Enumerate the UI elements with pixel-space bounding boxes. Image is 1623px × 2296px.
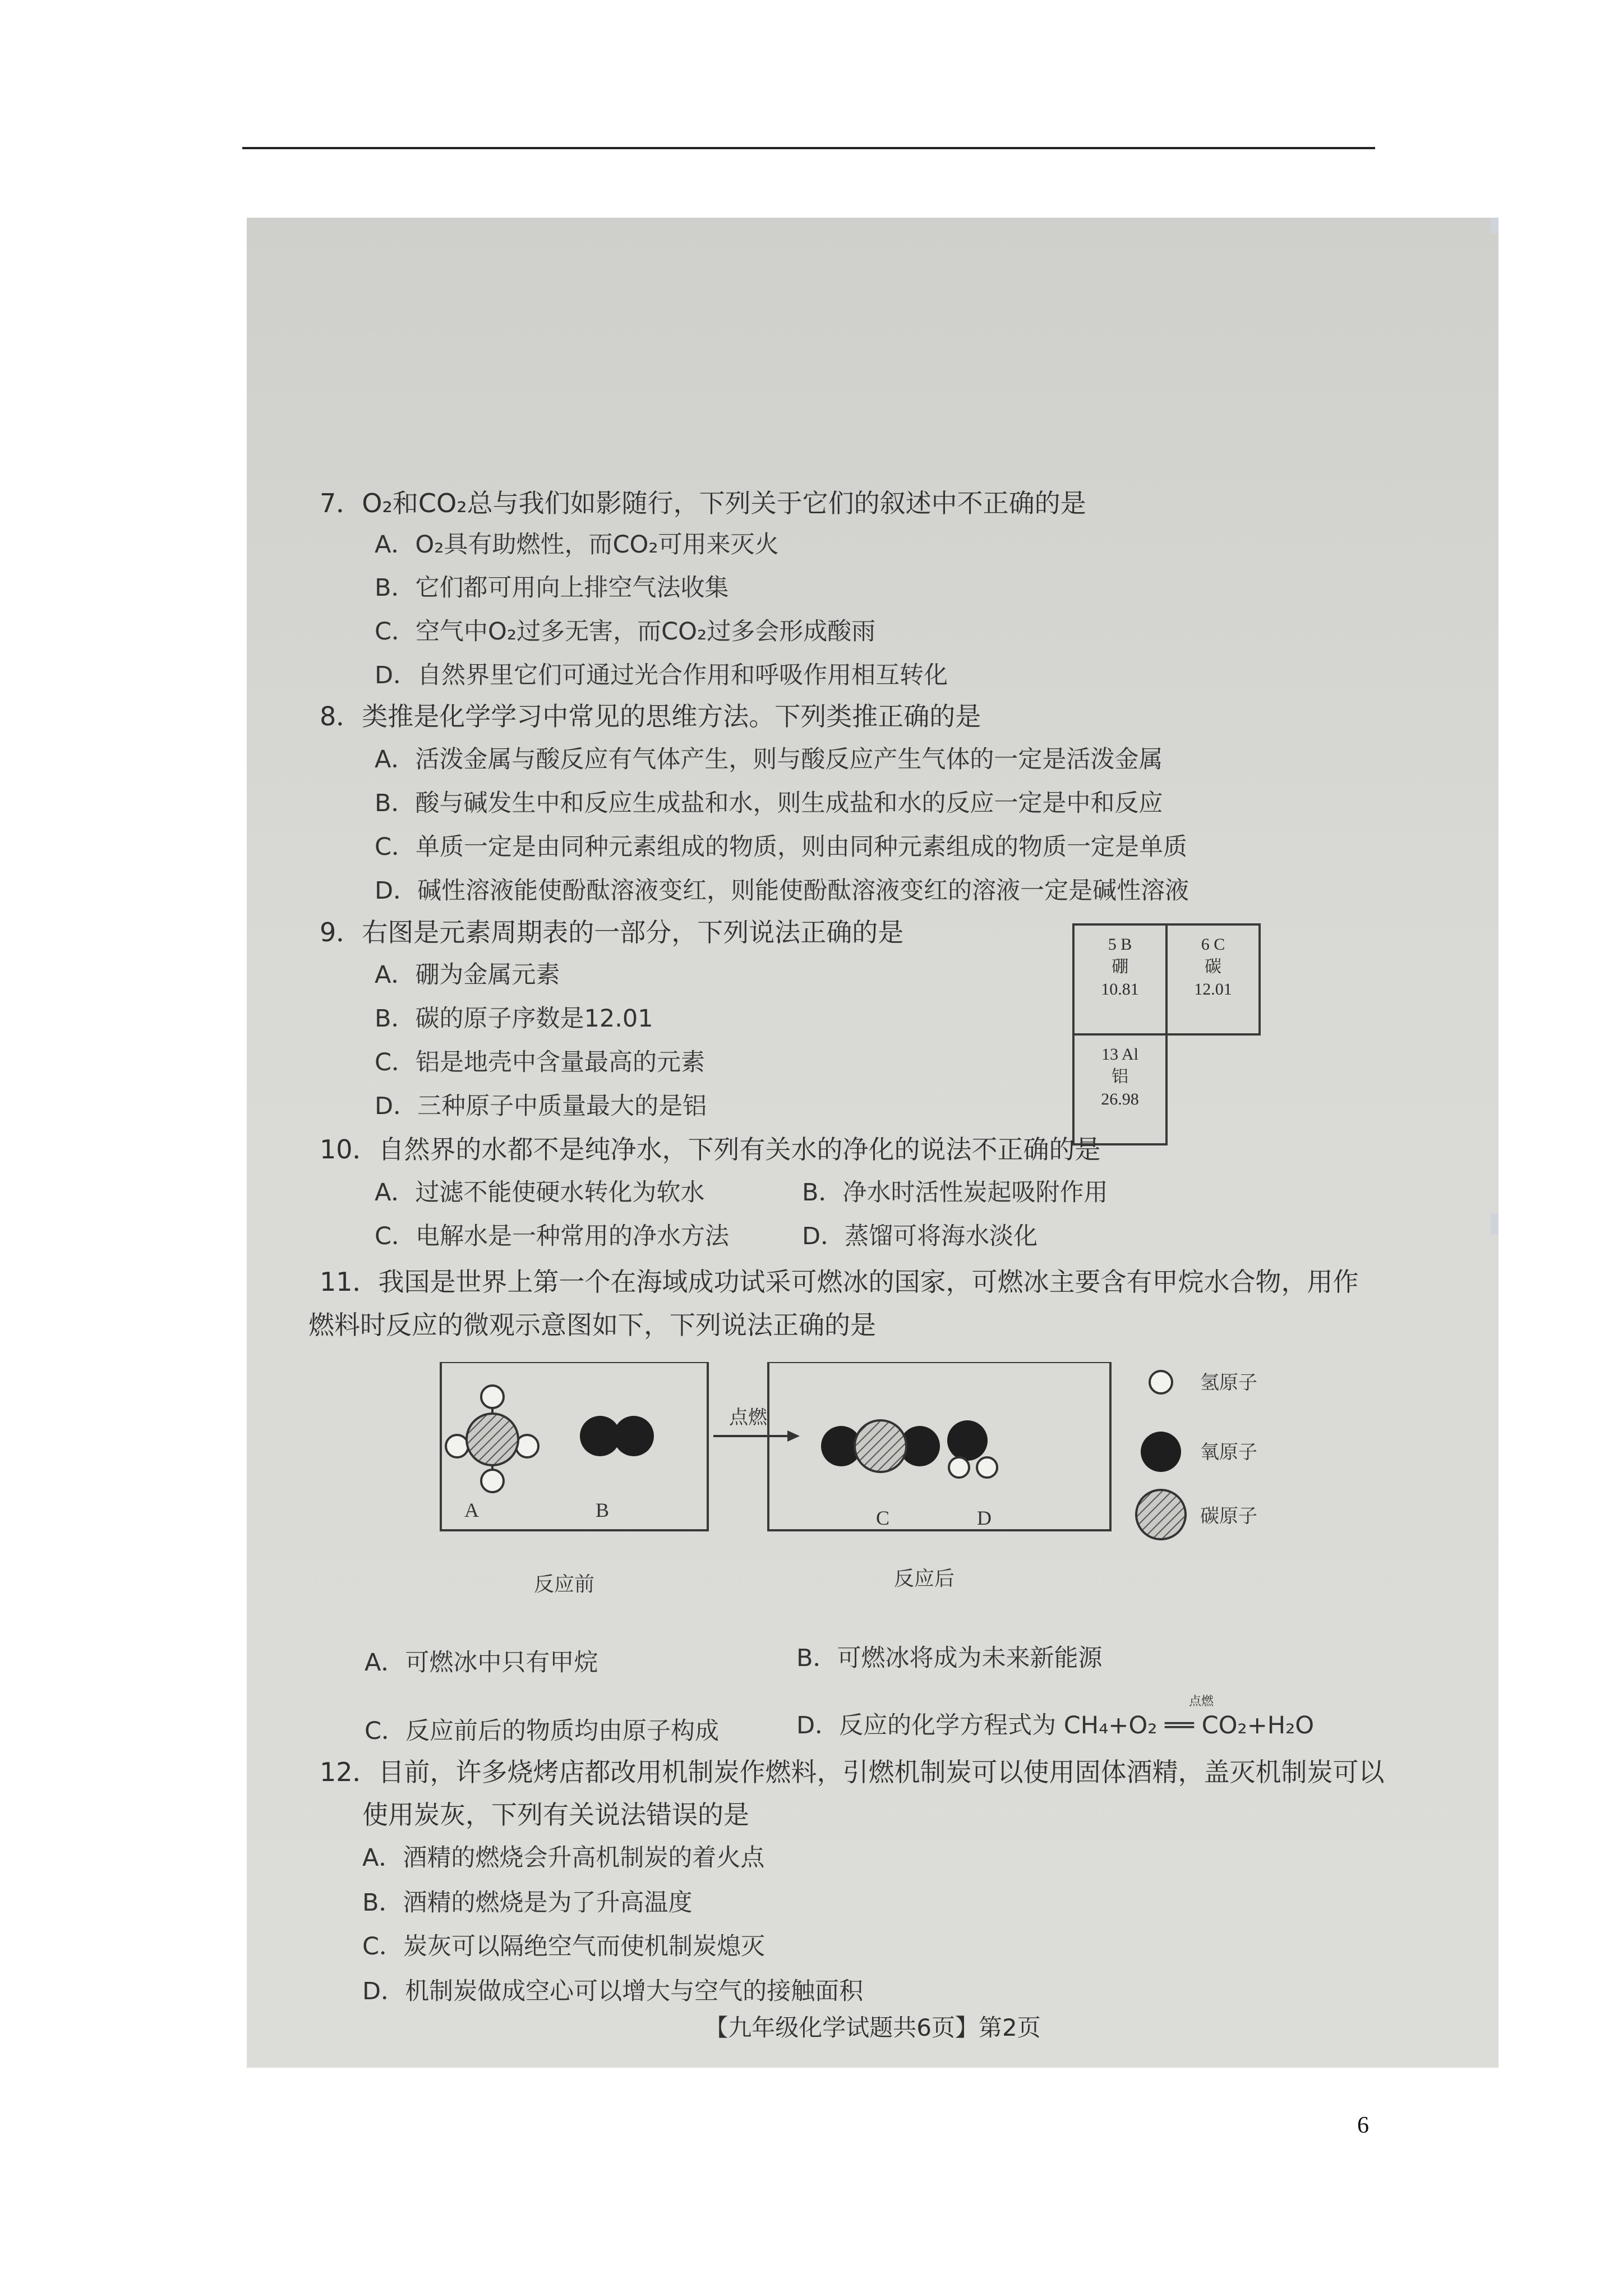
svg-text:氢原子: 氢原子 [1200,1372,1257,1394]
reaction-micro-diagram [415,1362,1481,1609]
after-label: 反应后 [894,1567,955,1590]
label-b: B [596,1499,610,1521]
element-number-symbol: 6 C [1201,935,1225,954]
q11-option-c: C．反应前后的物质均由原子构成 [365,1717,720,1745]
legend-hydrogen [1150,1371,1257,1394]
q7-option-b: B．它们都可用向上排空气法收集 [375,574,729,602]
label-d: D [977,1507,992,1529]
q10-option-d: D．蒸馏可将海水淡化 [802,1222,1038,1250]
molecule-a-methane [446,1386,538,1492]
q8-option-d: D．碱性溶液能使酚酞溶液变红，则能使酚酞溶液变红的溶液一定是碱性溶液 [375,877,1189,905]
before-label: 反应前 [534,1573,595,1596]
q7-option-d: D．自然界里它们可通过光合作用和呼吸作用相互转化 [375,661,948,689]
arrow-head [787,1430,800,1442]
q8-option-b: B．酸与碱发生中和反应生成盐和水，则生成盐和水的反应一定是中和反应 [375,789,1163,817]
question-7-stem: 7．O₂和CO₂总与我们如影随行，下列关于它们的叙述中不正确的是 [320,488,1086,518]
element-cell-carbon [1165,923,1261,1036]
element-number-symbol: 5 B [1108,935,1132,954]
scanned-exam-photo [247,218,1498,2068]
element-cell-aluminium [1072,1033,1168,1145]
arrow-label: 点燃 [729,1406,767,1429]
label-c: C [876,1507,890,1529]
question-8-stem: 8．类推是化学学习中常见的思维方法。下列类推正确的是 [320,701,981,731]
element-cell-boron [1072,923,1168,1036]
header-rule [242,147,1375,149]
element-mass: 12.01 [1194,980,1232,999]
molecule-c-carbon-dioxide [821,1420,940,1472]
q11-option-d: D．反应的化学方程式为 CH₄+O₂ ══ CO₂+H₂O [796,1711,1315,1740]
q12-option-a: A．酒精的燃烧会升高机制炭的着火点 [362,1844,765,1872]
q10-option-b: B．净水时活性炭起吸附作用 [802,1179,1108,1207]
svg-text:碳原子: 碳原子 [1200,1505,1257,1527]
element-mass: 10.81 [1101,980,1139,999]
label-a: A [464,1499,479,1521]
q10-option-a: A．过滤不能使硬水转化为软水 [375,1179,705,1207]
q12-option-d: D．机制炭做成空心可以增大与空气的接触面积 [362,1977,864,2005]
page-number: 6 [1357,2113,1369,2138]
element-name: 硼 [1112,957,1128,977]
question-10-stem: 10．自然界的水都不是纯净水，下列有关水的净化的说法不正确的是 [320,1134,1101,1165]
question-12-stem: 12．目前，许多烧烤店都改用机制炭作燃料，引燃机制炭可以使用固体酒精，盖灭机制炭可以 [320,1757,1385,1787]
exam-footer: 【九年级化学试题共6页】第2页 [704,2014,1041,2041]
element-name: 铝 [1112,1067,1128,1087]
question-11-stem-cont: 燃料时反应的微观示意图如下，下列说法正确的是 [308,1310,876,1340]
q9-option-a: A．硼为金属元素 [375,961,560,989]
equation-condition: 点燃 [1189,1695,1214,1709]
svg-text:氧原子: 氧原子 [1200,1441,1257,1464]
q12-option-b: B．酒精的燃烧是为了升高温度 [362,1889,693,1917]
q12-option-c: C．炭灰可以隔绝空气而使机制炭熄灭 [362,1932,766,1961]
question-12-stem-cont: 使用炭灰，下列有关说法错误的是 [362,1800,749,1830]
molecule-b-oxygen [580,1416,654,1456]
q9-option-b: B．碳的原子序数是12.01 [375,1005,653,1033]
element-mass: 26.98 [1101,1090,1139,1108]
element-number-symbol: 13 Al [1101,1045,1138,1064]
q10-option-c: C．电解水是一种常用的净水方法 [375,1222,730,1250]
q8-option-a: A．活泼金属与酸反应有气体产生，则与酸反应产生气体的一定是活泼金属 [375,746,1163,774]
q11-option-b: B．可燃冰将成为未来新能源 [796,1644,1103,1672]
edge-mark [1491,1213,1498,1235]
element-name: 碳 [1205,957,1221,977]
question-9-stem: 9．右图是元素周期表的一部分，下列说法正确的是 [320,917,904,947]
question-11-stem: 11．我国是世界上第一个在海域成功试采可燃冰的国家，可燃冰主要含有甲烷水合物，用作 [320,1267,1359,1297]
edge-mark [1491,218,1498,233]
q9-option-c: C．铝是地壳中含量最高的元素 [375,1048,706,1076]
molecule-d-water [947,1420,997,1478]
q9-option-d: D．三种原子中质量最大的是铝 [375,1092,707,1120]
legend-carbon [1136,1490,1257,1539]
q11-option-a: A．可燃冰中只有甲烷 [365,1649,598,1677]
q7-option-c: C．空气中O₂过多无害，而CO₂过多会形成酸雨 [375,618,876,646]
q7-option-a: A．O₂具有助燃性，而CO₂可用来灭火 [375,531,779,559]
q8-option-c: C．单质一定是由同种元素组成的物质，则由同种元素组成的物质一定是单质 [375,833,1188,861]
legend-oxygen [1141,1432,1257,1472]
